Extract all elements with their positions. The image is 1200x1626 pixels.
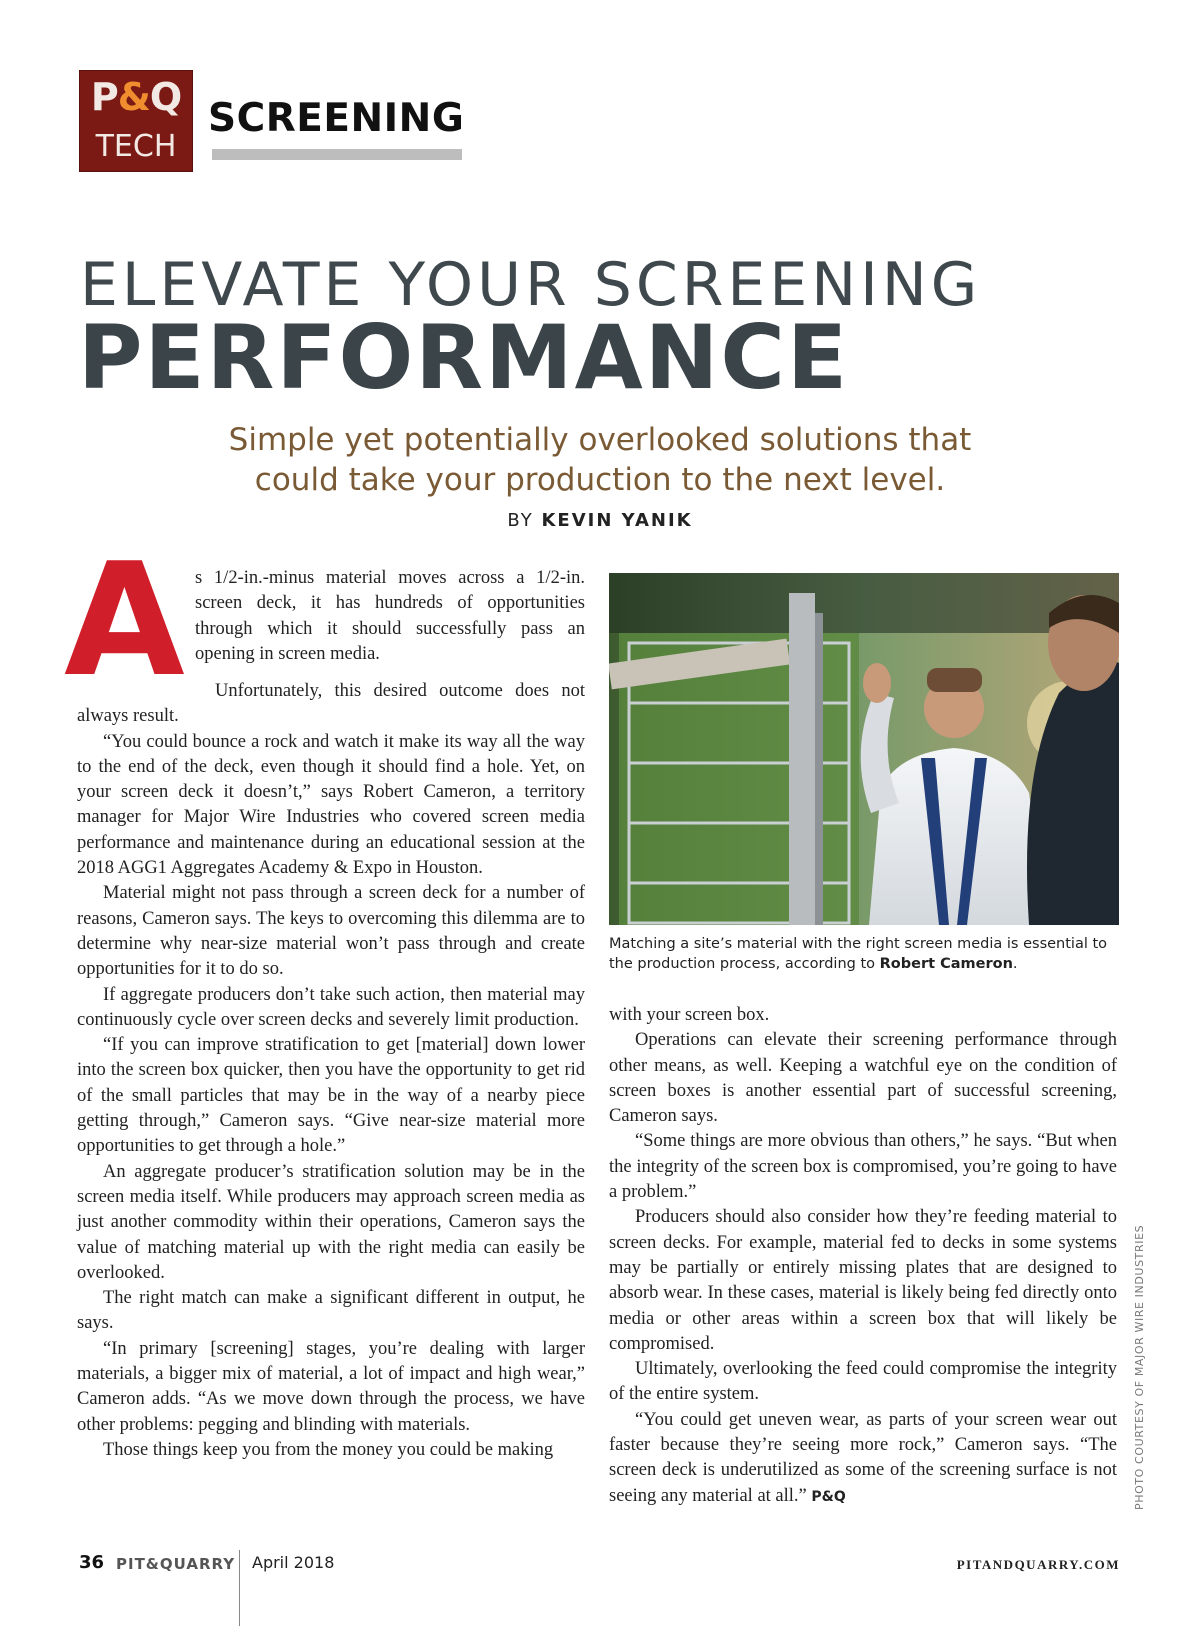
paragraph: The right match can make a significant different in output, he says. bbox=[77, 1288, 585, 1334]
page-number: 36 bbox=[79, 1552, 105, 1573]
magazine-name: PIT&QUARRY bbox=[116, 1555, 236, 1573]
caption-text: Matching a site’s material with the right screen media is essential to the production process, according to bbox=[609, 936, 1108, 972]
footer-divider bbox=[239, 1550, 240, 1626]
intro-paragraph bbox=[195, 566, 585, 667]
paragraph: Those things keep you from the money you could be making bbox=[103, 1439, 554, 1460]
logo-pq-text: P&Q bbox=[90, 75, 182, 119]
photo-caption bbox=[609, 934, 1129, 974]
paragraph: Ultimately, overlooking the feed could compromise the integrity of the entire system. bbox=[609, 1359, 1117, 1405]
caption-name: Robert Cameron bbox=[879, 956, 1013, 972]
paragraph: Material might not pass through a screen deck for a number of reasons, Cameron says. The keys to overcoming this dilemma are to determine why near-size material won’t pass through and create opportunities for it to do so. bbox=[77, 883, 585, 980]
drop-cap: A bbox=[64, 529, 185, 711]
section-underline bbox=[212, 149, 462, 160]
subheadline bbox=[160, 420, 1040, 500]
article-column-2 bbox=[609, 1003, 1117, 1510]
intro-text: s 1/2-in.-minus material moves across a 1/2-in. screen deck, it has hundreds of opportunities through which it should successfully pass an opening in screen media. bbox=[195, 568, 585, 664]
photo-credit: PHOTO COURTESY OF MAJOR WIRE INDUSTRIES bbox=[1133, 1224, 1146, 1510]
subheadline-line2: could take your production to the next level. bbox=[254, 462, 946, 498]
paragraph: “Some things are more obvious than others,” he says. “But when the integrity of the screen box is compromised, you’re going to have a problem.” bbox=[609, 1131, 1117, 1203]
article-column-1 bbox=[77, 679, 585, 1463]
paragraph: “You could bounce a rock and watch it make its way all the way to the end of the deck, even though it should find a hole. Yet, on your screen deck it doesn’t,” says Robert Cameron, a territory manager for Major Wire Industries who covered screen media performance and maintenance during an educational session at the 2018 AGG1 Aggregates Academy & Expo in Houston. bbox=[77, 731, 585, 879]
paragraph: Producers should also consider how they’re feeding material to screen decks. For example, material fed to decks in some systems may be partially or entirely missing plates that are designed to absorb wear. In these cases, material is likely being fed directly onto media or other areas within a screen box that will likely be compromised. bbox=[609, 1207, 1117, 1354]
article-photo bbox=[609, 573, 1119, 925]
subheadline-line1: Simple yet potentially overlooked solutions that bbox=[228, 422, 972, 458]
paragraph: Unfortunately, this desired outcome does not always result. bbox=[77, 681, 585, 727]
paragraph-last bbox=[609, 1408, 1117, 1510]
headline-line1: ELEVATE YOUR SCREENING bbox=[80, 250, 982, 320]
logo-tech-text: TECH bbox=[95, 129, 177, 164]
website-url: PITANDQUARRY.COM bbox=[956, 1557, 1120, 1572]
pq-tech-logo bbox=[79, 70, 193, 172]
byline-prefix: BY bbox=[507, 510, 534, 531]
paragraph: Operations can elevate their screening performance through other means, as well. Keeping a watchful eye on the condition of screen boxes is another essential part of successful screening, Cameron says. bbox=[609, 1030, 1117, 1127]
paragraph: If aggregate producers don’t take such action, then material may continuously cycle over screen decks and severely limit production. bbox=[77, 984, 585, 1030]
caption-end: . bbox=[1012, 956, 1018, 972]
byline-author: KEVIN YANIK bbox=[541, 510, 693, 531]
byline bbox=[380, 510, 820, 531]
issue-date: April 2018 bbox=[252, 1553, 335, 1572]
paragraph: “If you can improve stratification to get [material] down lower into the screen box quicker, then you have the opportunity to get rid of the small particles that may be in the way of a nearby piece getting through,” Cameron says. “Give near-size material more opportunities to get through a hole.” bbox=[77, 1035, 585, 1157]
headline-line2: PERFORMANCE bbox=[78, 306, 850, 409]
paragraph: An aggregate producer’s stratification solution may be in the screen media itself. While producers may approach screen media as just another commodity within their operations, Cameron says the value of matching material up with the right media can easily be overlooked. bbox=[77, 1161, 585, 1283]
paragraph-continued: with your screen box. bbox=[609, 1005, 770, 1025]
section-label: SCREENING bbox=[208, 96, 465, 141]
photo-illustration bbox=[609, 573, 1119, 925]
paragraph: “In primary [screening] stages, you’re dealing with larger materials, a bigger mix of material, a lot of impact and high wear,” Cameron adds. “As we move down through the process, we have other problems: pegging and blinding with materials. bbox=[77, 1338, 585, 1435]
end-mark: P&Q bbox=[811, 1488, 846, 1505]
last-paragraph-text: “You could get uneven wear, as parts of your screen wear out faster because they’re seeing more rock,” Cameron says. “The screen deck is underutilized as some of the screening surface is not seeing any material at all.” bbox=[609, 1409, 1117, 1506]
